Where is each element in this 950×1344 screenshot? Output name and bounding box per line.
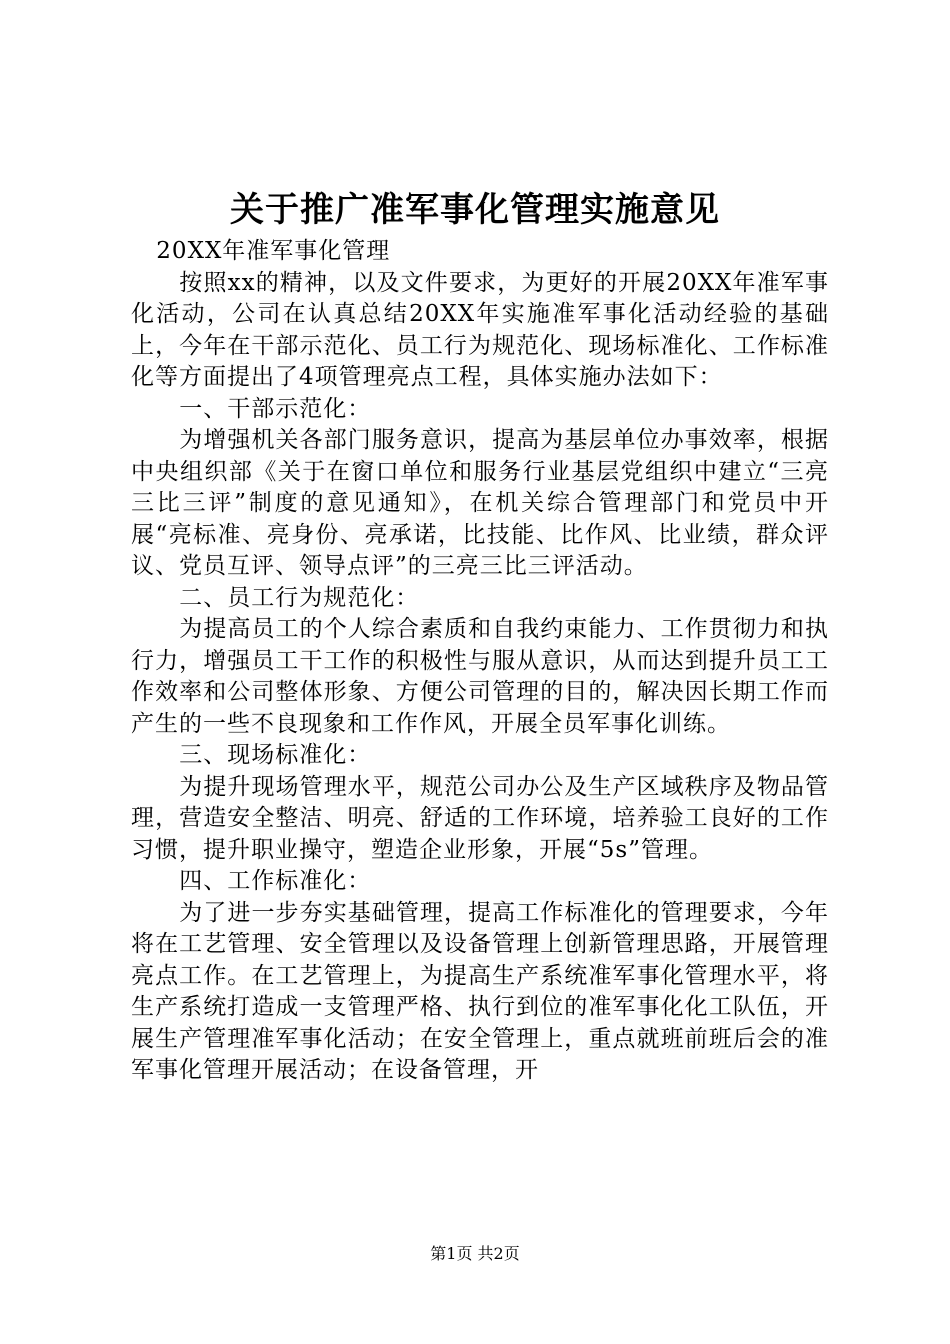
paragraph-section-1: 为增强机关各部门服务意识，提高为基层单位办事效率，根据中央组织部《关于在窗口单位和服务行业基层党组织中建立“三亮三比三评”制度的意见通知》，在机关综合管理部门和党员中开展“亮标准、亮身份、亮承诺，比技能、比作风、比业绩，群众评议、党员互评、领导点评”的三亮三比三评活动。 [131, 427, 829, 579]
paragraph-section-2: 为提高员工的个人综合素质和自我约束能力、工作贯彻力和执行力，增强员工干工作的积极性与服从意识，从而达到提升员工工作效率和公司整体形象、方便公司管理的目的，解决因长期工作而产生的一些不良现象和工作作风，开展全员军事化训练。 [131, 616, 829, 737]
section-heading-4: 四、工作标准化： [179, 868, 372, 894]
page-number: 第1页 共2页 [430, 1244, 520, 1263]
paragraph-intro: 按照xx的精神，以及文件要求，为更好的开展20XX年准军事化活动，公司在认真总结20XX年实施准军事化活动经验的基础上，今年在干部示范化、员工行为规范化、现场标准化、工作标准化等方面提出了4项管理亮点工程，具体实施办法如下： [131, 269, 829, 390]
section-heading-2: 二、员工行为规范化： [179, 584, 420, 611]
document-body [131, 236, 829, 1087]
paragraph-section-4: 为了进一步夯实基础管理，提高工作标准化的管理要求，今年将在工艺管理、安全管理以及设备管理上创新管理思路，开展管理亮点工作。在工艺管理上，为提高生产系统准军事化管理水平，将生产系统打造成一支管理严格、执行到位的准军事化化工队伍，开展生产管理准军事化活动；在安全管理上，重点就班前班后会的准军事化管理开展活动；在设备管理，开 [131, 899, 829, 1083]
paragraph-section-3: 为提升现场管理水平，规范公司办公及生产区域秩序及物品管理，营造安全整洁、明亮、舒适的工作环境，培养验工良好的工作习惯，提升职业操守，塑造企业形象，开展“5s”管理。 [131, 773, 829, 863]
section-heading-1: 一、干部示范化： [179, 395, 372, 422]
section-heading-3: 三、现场标准化： [179, 742, 372, 768]
document-title: 关于推广准军事化管理实施意见 [230, 190, 720, 230]
document-subtitle: 20XX年准军事化管理 [156, 238, 391, 264]
